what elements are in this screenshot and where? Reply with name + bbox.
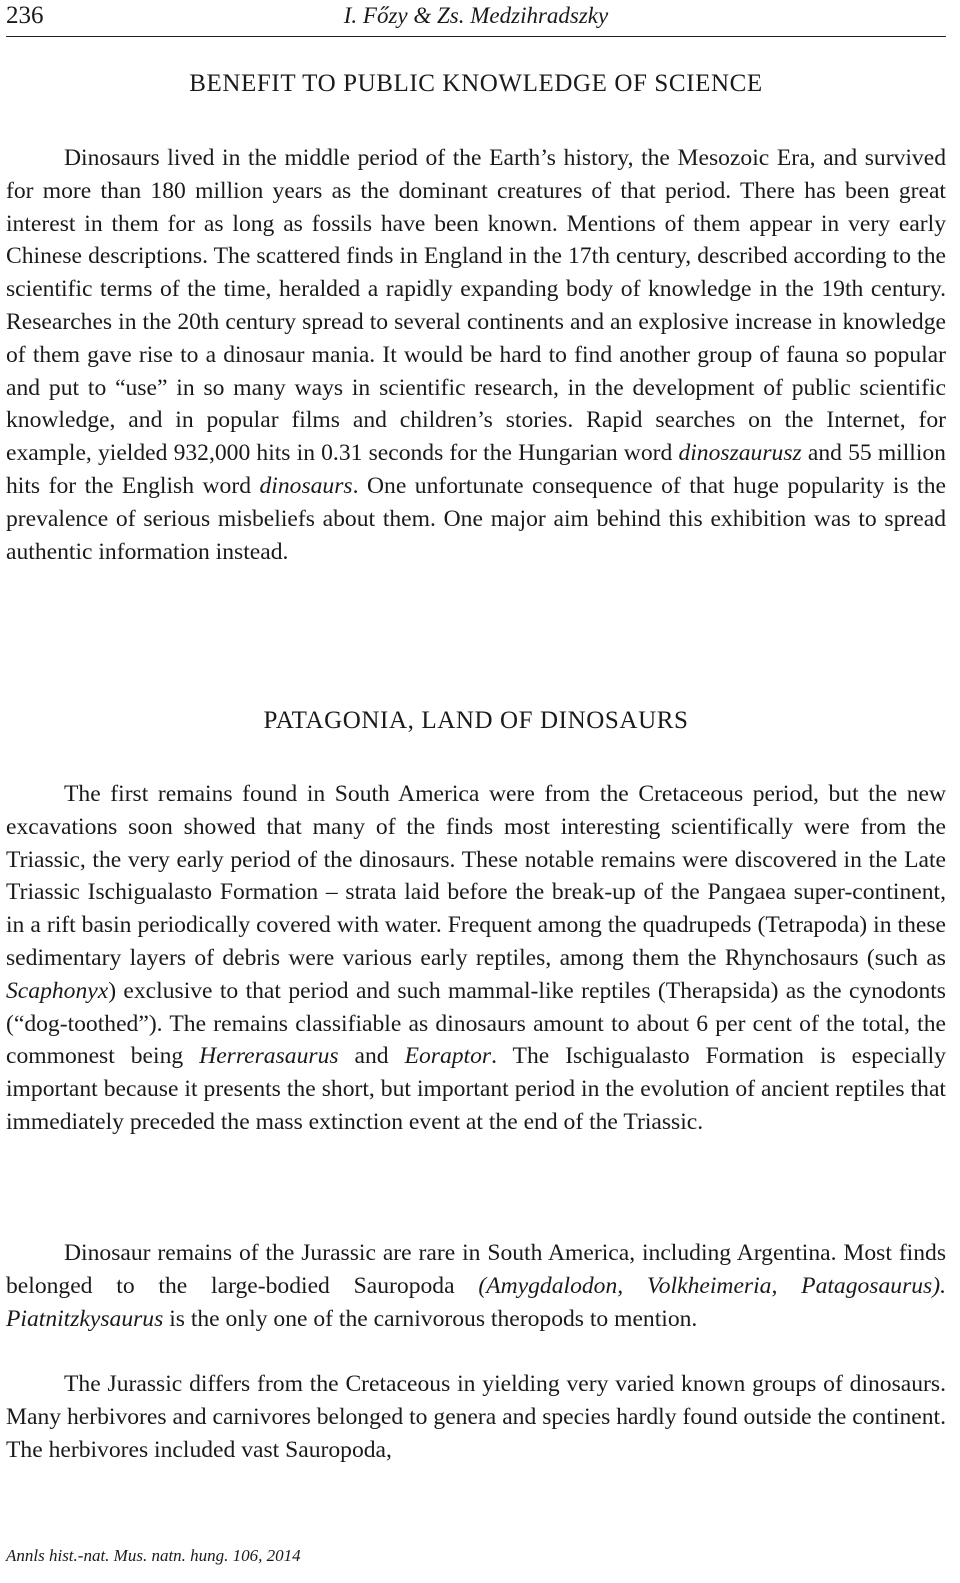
section-title-benefit: BENEFIT TO PUBLIC KNOWLEDGE OF SCIENCE (189, 70, 763, 97)
page-number: 236 (6, 2, 44, 29)
journal-footer: Annls hist.-nat. Mus. natn. hung. 106, 2014 (6, 1546, 301, 1565)
text-run: and (338, 1043, 405, 1070)
text-run: and 55 million hits for the English word (6, 440, 946, 499)
text-run: Dinosaurs lived in the middle period of the Earth’s history, the Mesozoic Era, and survived for more than 180 million years as the dominant creatures of that period. There has been great interest in them for as long as fossils have been known. Mentions of them appear in very early Chinese descriptions. The scattered finds in England in the 17th century, described according to the scientific terms of the time, heralded a rapidly expanding body of knowledge in the 19th century. Researches in the 20th century spread to several continents and an explosive increase in knowledge of them gave rise to a dinosaur mania. It would be hard to find another group of fauna so popular and put to “use” in so many ways in scientific research, in the development of public scientific knowledge, and in popular films and children’s stories. Rapid searches on the Internet, for example, yielded 932,000 hits in 0.31 seconds for the Hungarian word (6, 145, 946, 467)
text-run: . One unfortunate consequence of that huge popularity is the prevalence of serious misbeliefs about them. One major aim behind this exhibition was to spread authentic information instead. (6, 472, 946, 565)
paragraph-patagonia-1 (6, 778, 946, 1139)
paragraph-patagonia-2 (6, 1237, 946, 1335)
page-header (6, 0, 946, 37)
text-run: is the only one of the carnivorous theropods to mention. (163, 1305, 698, 1332)
italic-term: Scaphonyx (6, 977, 109, 1004)
italic-term: Piatnitzkysaurus (6, 1305, 164, 1332)
italic-term: Herrerasaurus (199, 1043, 339, 1070)
italic-term: Eoraptor (404, 1043, 492, 1070)
running-head: I. Főzy & Zs. Medzihradszky (343, 3, 609, 28)
text-run: The Jurassic differs from the Cretaceous in yielding very varied known groups of dinosaurs. Many herbivores and carnivores belonged to genera and species hardly found outside the continent. The herbivores included vast Sauropoda, (6, 1371, 946, 1463)
paragraph-patagonia-3 (6, 1368, 946, 1466)
text-run: ) exclusive to that period and such mammal-like reptiles (Therapsida) as the cynodonts (“dog-toothed”). The remains classifiable as dinosaurs amount to about 6 per cent of the total, the commonest being (6, 977, 946, 1070)
text-run: . The Ischigualasto Formation is especially important because it presents the short, but important period in the evolution of ancient reptiles that immediately preceded the mass extinction event at the end of the Triassic. (6, 1043, 946, 1135)
italic-term: dinoszaurusz (678, 440, 802, 467)
italic-term: dinosaurs (259, 472, 353, 499)
italic-term: (Amygdalodon, Volkheimeria, Patagosaurus). (478, 1272, 946, 1299)
text-run: The first remains found in South America were from the Cretaceous period, but the new excavations soon showed that many of the finds most interesting scientifically were from the Triassic, the very early period of the dinosaurs. These notable remains were discovered in the Late Triassic Ischigualasto Formation – strata laid before the break-up of the Pangaea super-continent, in a rift basin periodically covered with water. Frequent among the quadrupeds (Tetrapoda) in these sedimentary layers of debris were various early reptiles, among them the Rhynchosaurs (such as (6, 781, 946, 971)
text-run: Dinosaur remains of the Jurassic are rare in South America, including Argentina. Most finds belonged to the large-bodied Sauropoda (6, 1240, 946, 1299)
paragraph-benefit (6, 142, 946, 568)
section-title-patagonia: PATAGONIA, LAND OF DINOSAURS (263, 707, 689, 734)
